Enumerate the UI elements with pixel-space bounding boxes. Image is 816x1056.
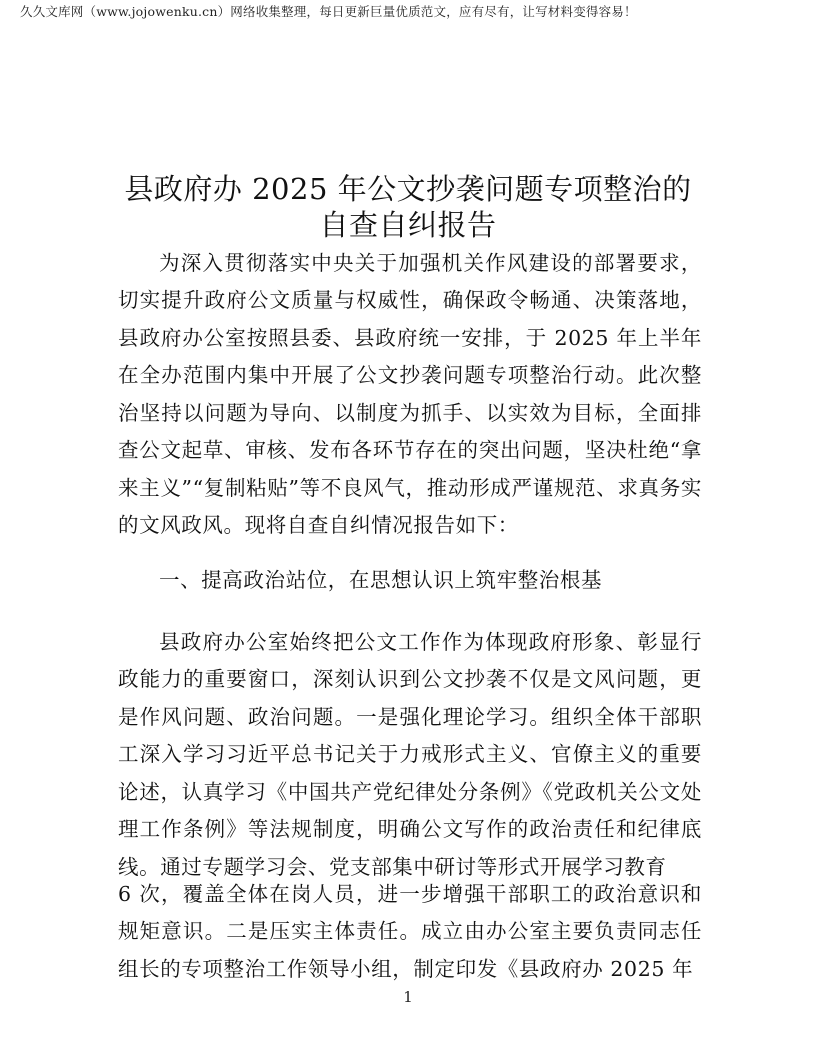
intro-paragraph: 为深入贯彻落实中央关于加强机关作风建设的部署要求，切实提升政府公文质量与权威性，确保政令畅通、决策落地，县政府办公室按照县委、县政府统一安排，于 2025 年上半年在全办范围内集中开展了公文抄袭问题专项整治行动。此次整治坚持以问题为导向、以制度为抓手、以实效为目标，全面排查公文起草、审核、发布各环节存在的突出问题，坚决杜绝“拿来主义”“复制粘贴”等不良风气，推动形成严谨规范、求真务实的文风政风。现将自查自纠情况报告如下： <box>118 250 702 537</box>
document-title: 县政府办 2025 年公文抄袭问题专项整治的自查自纠报告 <box>124 172 692 243</box>
section1-paragraph: 县政府办公室始终把公文工作作为体现政府形象、彰显行政能力的重要窗口，深刻认识到公文抄袭不仅是文风问题，更是作风问题、政治问题。一是强化理论学习。组织全体干部职工深入学习习近平总书记关于力戒形式主义、官僚主义的重要论述，认真学习《中国共产党纪律处分条例》《党政机关公文处理工作条例》等法规制度，明确公文写作的政治责任和纪律底线。通过专题学习会、党支部集中研讨等形式开展学习教育 <box>118 629 702 879</box>
page-number: 1 <box>403 988 413 1006</box>
section-heading-1: 一、提高政治站位，在思想认识上筑牢整治根基 <box>159 567 603 592</box>
source-header-note: 久久文库网（www.jojowenku.cn）网络收集整理，每日更新巨量优质范文，应有尽有，让写材料变得容易！ <box>20 4 637 19</box>
section1-paragraph-continued: 6 次，覆盖全体在岗人员，进一步增强干部职工的政治意识和规矩意识。二是压实主体责任。成立由办公室主要负责同志任组长的专项整治工作领导小组，制定印发《县政府办 2025 年 <box>118 881 702 981</box>
